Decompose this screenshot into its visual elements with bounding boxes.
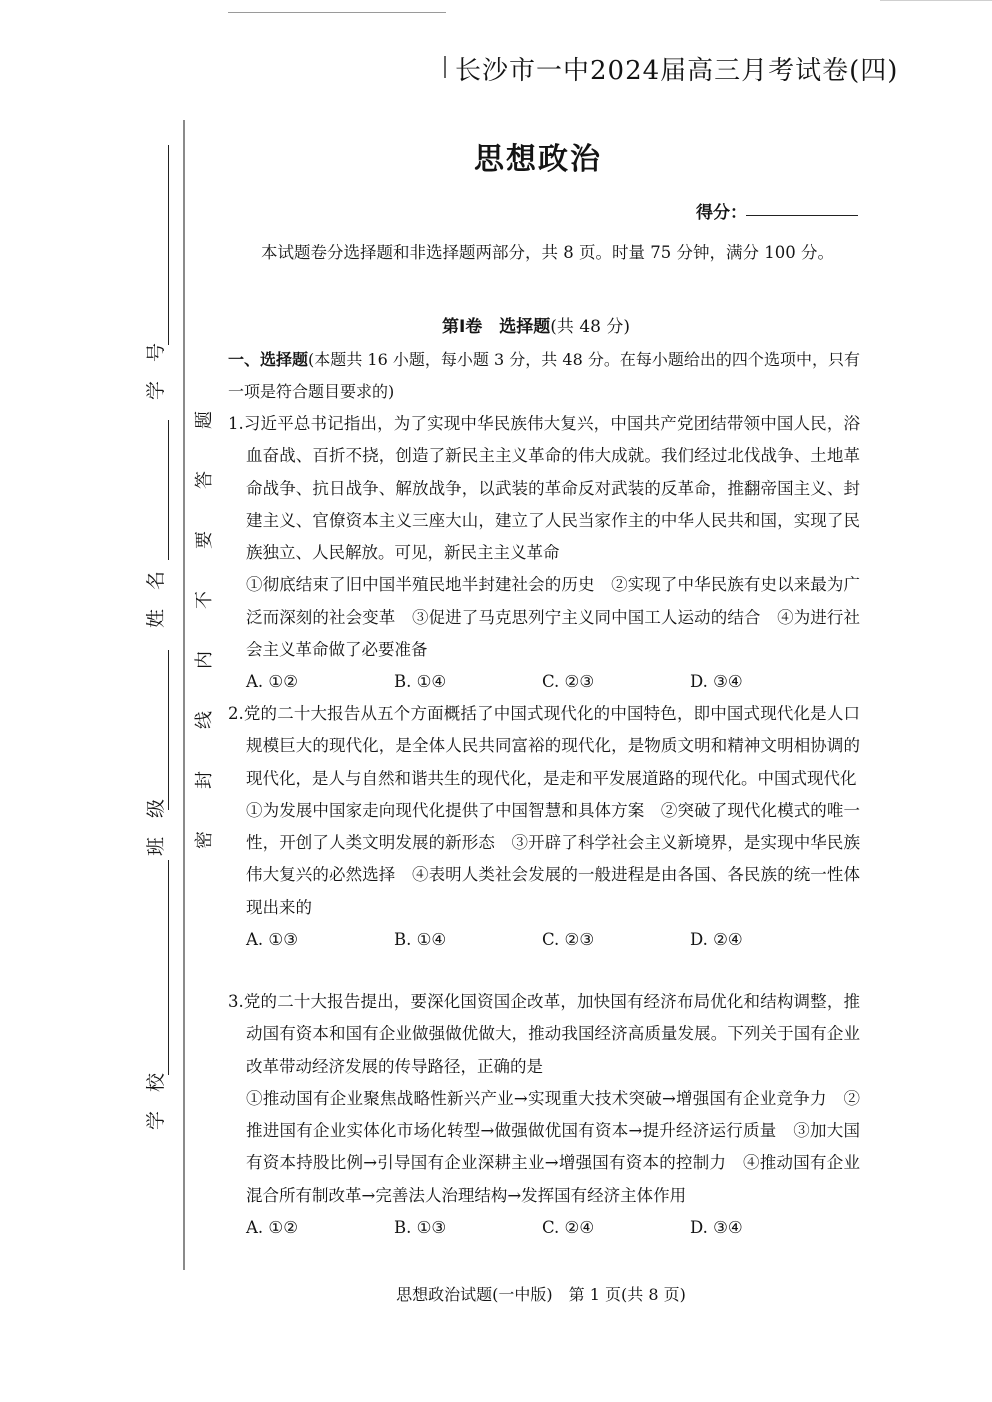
- seal-warning: 密 封 线 内 不 要 答 题: [194, 399, 215, 849]
- question-stem: 2.党的二十大报告从五个方面概括了中国式现代化的中国特色，即中国式现代化是人口规模巨大的现代化，是全体人民共同富裕的现代化，是物质文明和精神文明相协调的现代化，是人与自然和谐共生的现代化，是走和平发展道路的现代化。中国式现代化: [228, 704, 860, 788]
- binding-line: [183, 120, 185, 1270]
- page-footer: 思想政治试题(一中版) 第 1 页(共 8 页): [396, 1285, 686, 1304]
- answer-choices: [228, 1212, 860, 1244]
- question-stem: 1.习近平总书记指出，为了实现中华民族伟大复兴，中国共产党团结带领中国人民，浴血奋战、百折不挠，创造了新民主主义革命的伟大成就。我们经过北伐战争、土地革命战争、抗日战争、解放战争，以武装的革命反对武装的反革命，推翻帝国主义、封建主义、官僚资本主义三座大山，建立了人民当家作主的中华人民共和国，实现了民族独立、人民解放。可见，新民主主义革命: [228, 414, 860, 563]
- exam-intro: 本试题卷分选择题和非选择题两部分，共 8 页。时量 75 分钟，满分 100 分。: [261, 243, 834, 262]
- question-options: ①推动国有企业聚焦战略性新兴产业→实现重大技术突破→增强国有企业竞争力 ②推进国有企业实体化市场化转型→做强做优国有资本→提升经济运行质量 ③加大国有资本持股比例→引导国有企业深耕主业→增强国有资本的控制力 ④推动国有企业混合所有制改革→完善法人治理结构→发挥国有经济主体作用: [246, 1088, 860, 1205]
- top-rule: [228, 12, 446, 13]
- choice-d[interactable]: D. ②④: [690, 930, 743, 950]
- question-2: [228, 698, 860, 956]
- question-options: ①为发展中国家走向现代化提供了中国智慧和具体方案 ②突破了现代化模式的唯一性，开创了人类文明发展的新形态 ③开辟了科学社会主义新境界，是实现中华民族伟大复兴的必然选择 ④表明人类社会发展的一般进程是由各国、各民族的统一性体现出来的: [246, 800, 860, 917]
- section-points: (共 48 分): [550, 317, 631, 337]
- score-blank: [746, 215, 858, 216]
- choice-b[interactable]: B. ①④: [394, 930, 447, 950]
- answer-choices: [228, 666, 860, 698]
- class-blank: [168, 650, 169, 810]
- title-mark: [444, 56, 450, 78]
- choice-a[interactable]: A. ①②: [246, 672, 298, 692]
- question-options: ①彻底结束了旧中国半殖民地半封建社会的历史 ②实现了中华民族有史以来最为广泛而深刻的社会变革 ③促进了马克思列宁主义同中国工人运动的结合 ④为进行社会主义革命做了必要准备: [246, 575, 860, 660]
- student-id-label: 学 号: [145, 342, 168, 401]
- score-label: 得分：: [696, 203, 747, 223]
- school-label: 学 校: [145, 1072, 168, 1131]
- choice-b[interactable]: B. ①③: [394, 1218, 447, 1238]
- section-title: 第Ⅰ卷 选择题: [441, 317, 551, 337]
- choice-a[interactable]: A. ①③: [246, 930, 298, 950]
- part-one-label: 一、选择题: [228, 350, 309, 369]
- question-1: [228, 408, 860, 699]
- choice-b[interactable]: B. ①④: [394, 672, 447, 692]
- name-blank: [168, 420, 169, 560]
- choice-d[interactable]: D. ③④: [690, 672, 743, 692]
- class-label: 班 级: [145, 798, 168, 857]
- choice-c[interactable]: C. ②④: [542, 1218, 595, 1238]
- choice-a[interactable]: A. ①②: [246, 1218, 298, 1238]
- exam-title: 长沙市一中2024届高三月考试卷(四): [455, 56, 899, 86]
- question-stem: 3.党的二十大报告提出，要深化国资国企改革，加快国有经济布局优化和结构调整，推动国有资本和国有企业做强做优做大，推动我国经济高质量发展。下列关于国有企业改革带动经济发展的传导路径，正确的是: [228, 992, 860, 1076]
- page-edge: [880, 0, 992, 11]
- part-one-text: (本题共 16 小题，每小题 3 分，共 48 分。在每小题给出的四个选项中，只有一项是符合题目要求的): [228, 350, 860, 401]
- school-blank: [168, 860, 169, 1075]
- choice-c[interactable]: C. ②③: [542, 930, 595, 950]
- choice-d[interactable]: D. ③④: [690, 1218, 743, 1238]
- question-3: [228, 986, 860, 1244]
- part-one-instructions: [228, 344, 860, 408]
- subject-title: 思想政治: [474, 142, 602, 177]
- section-heading: [0, 312, 992, 337]
- name-label: 姓 名: [145, 570, 168, 629]
- choice-c[interactable]: C. ②③: [542, 672, 595, 692]
- answer-choices: [228, 924, 860, 956]
